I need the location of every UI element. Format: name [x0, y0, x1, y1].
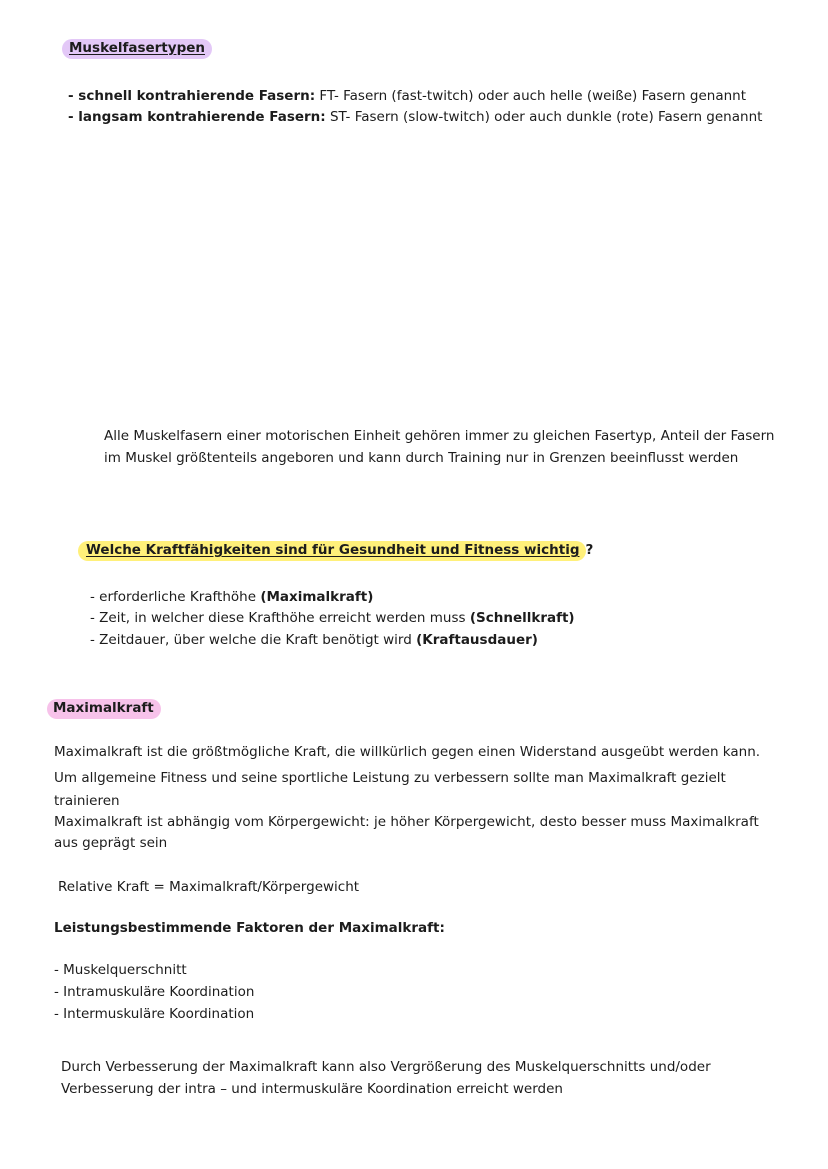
fiber-type-desc: FT- Fasern (fast-twitch) oder auch helle (weiße) Fasern genannt [315, 88, 747, 104]
fiber-type-label: - langsam kontrahierende Fasern: [68, 109, 326, 125]
list-item-text: - Zeit, in welcher diese Krafthöhe erreicht werden muss [90, 610, 470, 626]
factor-item: - Intramuskuläre Koordination [54, 984, 255, 1000]
section-title-muskelfasertypen [62, 40, 212, 56]
conclusion-line-1: Durch Verbesserung der Maximalkraft kann also Vergrößerung des Muskelquerschnitts und/oder [61, 1059, 711, 1075]
conclusion-line-2: Verbesserung der intra – und intermuskuläre Koordination erreicht werden [61, 1081, 563, 1097]
list-item-text: - Zeitdauer, über welche die Kraft benötigt wird [90, 632, 417, 648]
factors-heading: Leistungsbestimmende Faktoren der Maximalkraft: [54, 920, 445, 936]
fiber-type-desc: ST- Fasern (slow-twitch) oder auch dunkle (rote) Fasern genannt [325, 109, 763, 125]
highlight-title: Muskelfasertypen [62, 39, 212, 59]
highlight-title: Maximalkraft [47, 699, 161, 719]
paragraph-training-line-1: Um allgemeine Fitness und seine sportliche Leistung zu verbessern sollte man Maximalkraft gezielt [54, 770, 726, 786]
fiber-type-label: - schnell kontrahierende Fasern: [68, 88, 316, 104]
paragraph-bodyweight-line-2: aus geprägt sein [54, 835, 168, 851]
list-item-bold: (Schnellkraft) [469, 610, 575, 626]
fiber-type-item-slow [68, 106, 762, 128]
factor-item: - Muskelquerschnitt [54, 962, 187, 978]
list-item-bold: (Maximalkraft) [260, 589, 374, 605]
list-item-maximalkraft [90, 586, 373, 608]
paragraph-training-line-2: trainieren [54, 793, 120, 809]
question-mark: ? [585, 542, 594, 558]
list-item-schnellkraft [90, 607, 575, 629]
note-line-2: im Muskel größtenteils angeboren und kann durch Training nur in Grenzen beeinflusst werden [104, 450, 739, 466]
section-title-maximalkraft [47, 700, 161, 716]
paragraph-bodyweight-line-1: Maximalkraft ist abhängig vom Körpergewicht: je höher Körpergewicht, desto besser muss Maximalkraft [54, 814, 759, 830]
paragraph-definition: Maximalkraft ist die größtmögliche Kraft, die willkürlich gegen einen Widerstand ausgeübt werden kann. [54, 744, 761, 760]
question-text: Welche Kraftfähigkeiten sind für Gesundheit und Fitness wichtig [86, 542, 580, 558]
list-item-bold: (Kraftausdauer) [416, 632, 538, 648]
list-item-kraftausdauer [90, 629, 538, 651]
factor-item: - Intermuskuläre Koordination [54, 1006, 255, 1022]
formula-relative-kraft: Relative Kraft = Maximalkraft/Körpergewicht [58, 879, 360, 895]
highlight-question [78, 541, 586, 561]
question-heading [78, 542, 593, 558]
fiber-type-item-fast [68, 85, 746, 107]
list-item-text: - erforderliche Krafthöhe [90, 589, 261, 605]
note-line-1: Alle Muskelfasern einer motorischen Einheit gehören immer zu gleichen Fasertyp, Anteil der Fasern [104, 428, 775, 444]
